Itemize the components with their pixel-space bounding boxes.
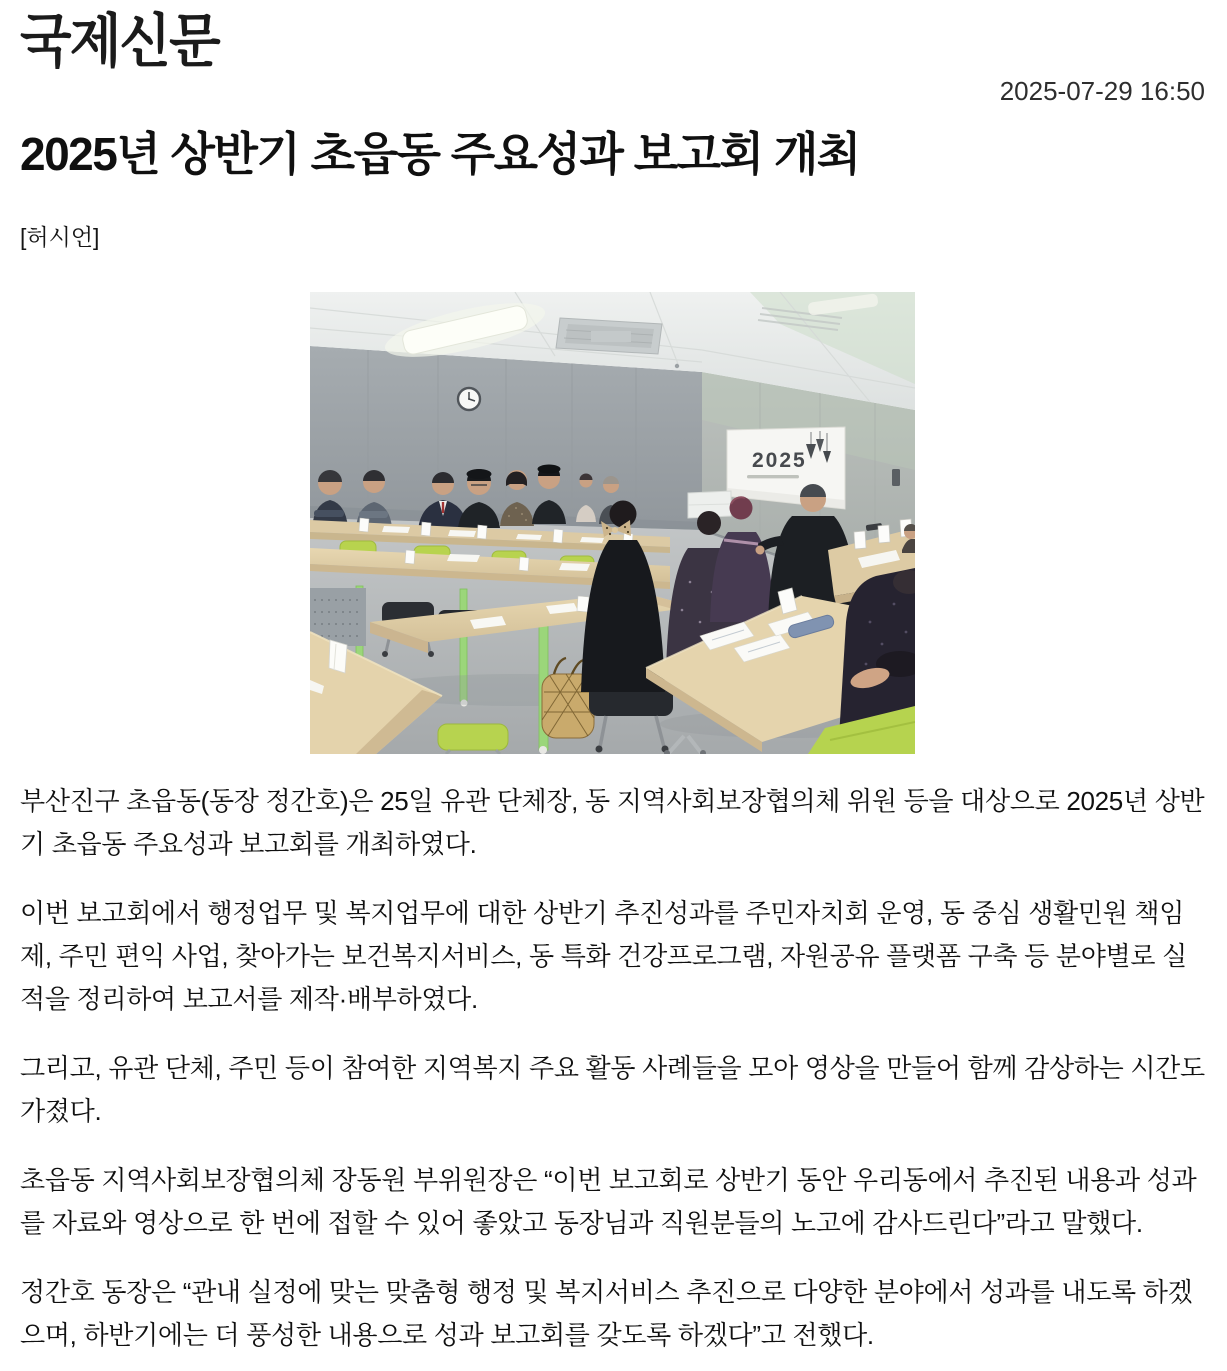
article-photo <box>310 292 915 754</box>
ac-cassette-unit <box>556 318 662 354</box>
slide-year-text: 2025 <box>752 448 807 472</box>
article-paragraph: 초읍동 지역사회보장협의체 장동원 부위원장은 “이번 보고회로 상반기 동안 우리동에서 추진된 내용과 성과를 자료와 영상으로 한 번에 접할 수 있어 좋았고 동장님과 직원분들의 노고에 감사드린다”라고 말했다. <box>20 1164 1197 1238</box>
publish-timestamp: 2025-07-29 16:50 <box>999 75 1205 106</box>
article-paragraph: 그리고, 유관 단체, 주민 등이 참여한 지역복지 주요 활동 사례들을 모아 영상을 만들어 함께 감상하는 시간도 가졌다. <box>20 1052 1205 1126</box>
green-chair-bottom-center <box>438 724 508 754</box>
wall-clock <box>458 388 480 410</box>
article-paragraph: 정간호 동장은 “관내 실정에 맞는 맞춤형 행정 및 복지서비스 추진으로 다양한 분야에서 성과를 내도록 하겠으며, 하반기에는 더 풍성한 내용으로 성과 보고회를 갖도록 하겠다”고 전했다. <box>20 1276 1193 1350</box>
newspaper-logo[interactable]: 국제신문 <box>20 9 219 74</box>
wall-switch-panel <box>892 469 900 486</box>
article-paragraph: 이번 보고회에서 행정업무 및 복지업무에 대한 상반기 추진성과를 주민자치회 운영, 동 중심 생활민원 책임제, 주민 편익 사업, 찾아가는 보건복지서비스, 동 특화 건강프로그램, 자원공유 플랫폼 구축 등 분야별로 실적을 정리하여 보고서를 제작·배부하였다. <box>20 897 1187 1014</box>
slide-subtitle-line <box>747 475 799 478</box>
article-paragraph: 부산진구 초읍동(동장 정간호)은 25일 유관 단체장, 동 지역사회보장협의체 위원 등을 대상으로 2025년 상반기 초읍동 주요성과 보고회를 개최하였다. <box>20 785 1205 859</box>
meeting-room-illustration <box>310 292 915 754</box>
article-body <box>20 780 1205 1357</box>
projector-screen <box>727 427 845 509</box>
article-title: 2025년 상반기 초읍동 주요성과 보고회 개최 <box>20 127 860 180</box>
masthead <box>20 10 1205 107</box>
article-byline: [허시언] <box>20 223 100 250</box>
name-card <box>329 640 347 673</box>
